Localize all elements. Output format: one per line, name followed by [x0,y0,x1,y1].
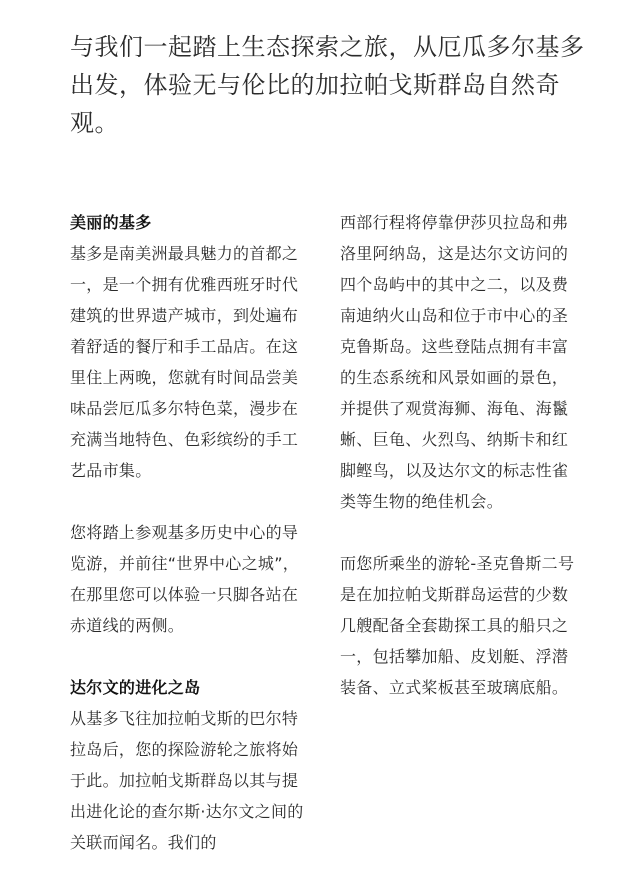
quito-paragraph-1: 基多是南美洲最具魅力的首都之一，是一个拥有优雅西班牙时代建筑的世界遗产城市，到处遍布着舒适的餐厅和手工品店。在这里住上两晚，您就有时间品尝美味品尝厄瓜多尔特色菜，漫步在充满当地特色、色彩缤纷的手工艺品市集。 [70,244,299,480]
section-heading-quito: 美丽的基多 [70,213,152,232]
right-column [340,207,578,703]
intro-paragraph: 与我们一起踏上生态探索之旅，从厄瓜多尔基多出发，体验无与伦比的加拉帕戈斯群岛自然奇观。 [70,33,585,137]
paragraph-spacer [340,517,578,548]
left-column [70,207,308,858]
paragraph-spacer [70,641,308,672]
section-heading-darwin-islands: 达尔文的进化之岛 [70,678,201,697]
paragraph-spacer [70,486,308,517]
cruise-ship-paragraph: 而您所乘坐的游轮-圣克鲁斯二号是在加拉帕戈斯群岛运营的少数几艘配备全套勘探工具的船只之一，包括攀加船、皮划艇、浮潜装备、立式桨板甚至玻璃底船。 [340,554,575,697]
darwin-paragraph-1: 从基多飞往加拉帕戈斯的巴尔特拉岛后，您的探险游轮之旅将始于此。加拉帕戈斯群岛以其与提出进化论的查尔斯·达尔文之间的关联而闻名。我们的 [70,709,304,852]
itinerary-paragraph: 西部行程将停靠伊莎贝拉岛和弗洛里阿纳岛，这是达尔文访问的四个岛屿中的其中之二，以及费南迪纳火山岛和位于市中心的圣克鲁斯岛。这些登陆点拥有丰富的生态系统和风景如画的景色，并提供了观赏海狮、海龟、海鬣蜥、巨龟、火烈鸟、纳斯卡和红脚鲣鸟，以及达尔文的标志性雀类等生物的绝佳机会。 [340,213,569,511]
quito-paragraph-2: 您将踏上参观基多历史中心的导览游，并前往“世界中心之城”，在那里您可以体验一只脚各站在赤道线的两侧。 [70,523,300,635]
